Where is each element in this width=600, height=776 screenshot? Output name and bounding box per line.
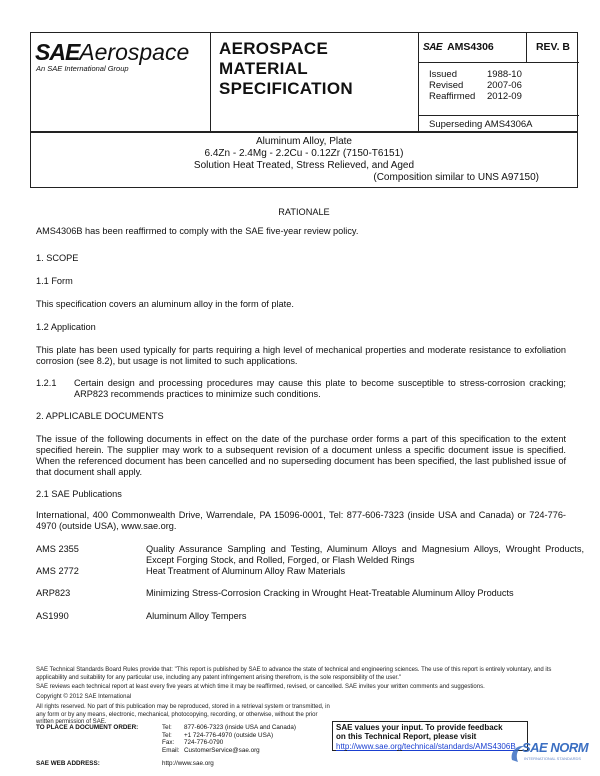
sae-mark-icon: SAE — [423, 42, 443, 53]
revision-label: REV. B — [535, 41, 571, 53]
review-notice: SAE reviews each technical report at least every five years at which time it may be reaffirmed, revised, or cancelled. SAE invites your written comments and suggestions. — [36, 684, 485, 690]
ams-number — [423, 33, 527, 62]
sae-aerospace-logo — [31, 33, 211, 133]
reference-title: Quality Assurance Sampling and Testing, Aluminum Alloys and Magnesium Alloys, Wrought Products, Except Forging Stock, and Rolled, Forged, or Flash Welded Rings — [146, 544, 584, 565]
ams-number-text: AMS4306 — [447, 41, 494, 53]
feedback-line-2: on this Technical Report, please visit — [336, 732, 477, 742]
rationale-text: AMS4306B has been reaffirmed to comply with the SAE five-year review policy. — [36, 226, 359, 236]
reference-title: Heat Treatment of Aluminum Alloy Raw Materials — [146, 566, 346, 576]
feedback-link[interactable]: http://www.sae.org/technical/standards/AMS4306B — [336, 741, 516, 751]
date-revised: Revised 2007-06 — [429, 80, 522, 91]
title-line-3: SPECIFICATION — [219, 79, 353, 98]
logo-brand: SAE — [35, 39, 80, 65]
section-2-1-heading: 2.1 SAE Publications — [36, 489, 122, 499]
web-address-row — [36, 760, 214, 768]
material-line-3: Solution Heat Treated, Stress Relieved, and Aged — [193, 160, 415, 171]
date-reaffirmed: Reaffirmed 2012-09 — [429, 91, 522, 102]
logo-wordmark — [35, 39, 189, 65]
document-page: SAEAerospace An SAE International Group AEROSPACE MATERIAL SPECIFICATION SAE AMS4306 REV. B Issued 1988-10 Revised 2007-06 Reaffirmed 2012-09 Superseding AMS4306A Aluminum Alloy, Plate 6.4Zn - 2.4Mg - 2.2Cu - 0.12Zr (7150-T6151) Solution Heat Treated, Stress Relieved, and Aged (Composition similar to UNS A97150) RATIONALE AMS4306B has been reaffirmed to comply with the SAE five-year review policy. 1. SCOPE 1.1 Form This specification covers an aluminum alloy in the form of plate. 1.2 Application This plate has been used typically for parts requiring a high level of mechanical properties and moderate resistance to exfoliation corrosion (see 8.2), but usage is not limited to such applications. 1.2.1 Certain design and processing procedures may cause this plate to become susceptible to stress-corrosion cracking; ARP823 recommends practices to minimize such conditions. 2. APPLICABLE DOCUMENTS The issue of the following documents in effect on the date of the purchase order forms a part of this specification to the extent specified herein. The supplier may work to a subsequent revision of a document unless a specific document issue is specified. When the referenced document has been cancelled and no superseding document has been specified, the last published issue of that document shall apply. 2.1 SAE Publications International, 400 Commonwealth Drive, Warrendale, PA 15096-0001, Tel: 877-606-7323 (inside USA and Canada) or 724-776-4970 (outside USA), www.sae.org. AMS 2355 Quality Assurance Sampling and Testing, Aluminum Alloys and Magnesium Alloys, Wrought Products, Except Forging Stock, and Rolled, Forged, or Flash Welded Rings AMS 2772 Heat Treatment of Aluminum Alloy Raw Materials ARP823 Minimizing Stress-Corrosion Cracking in Wrought Heat-Treatable Aluminum Alloy Products AS1990 Aluminum Alloy Tempers SAE Technical Standards Board Rules provide that: "This report is published by SAE to advance the state of technical and engineering sciences. The use of this report is entirely voluntary, and its applicability and suitability for any particular use, including any patent infringement arising therefrom, is the sole responsibility of the user." SAE reviews each technical report at least every five years at which time it may be reaffirmed, revised, or cancelled. SAE invites your written comments and suggestions. Copyright © 2012 SAE International All rights reserved. No part of this publication may be reproduced, stored in a retrieval system or transmitted, in any form or by any means, electronic, mechanical, photocopying, recording, or otherwise, without the prior written permission of SAE. TO PLACE A DOCUMENT ORDER: Tel: 877-606-7323 (inside USA and Canada) Tel: +1 724-776-4970 (outside USA) Fax: 724-776-0790 Email: CustomerService@sae.org SAE WEB ADDRESS: http://www.sae.org SAE values your input. To provide feedback on this Technical Report, please visit http://www.sae.org/technical/standards/AMS4306B SAE NORM INTERNATIONAL STANDARDS — [0, 0, 600, 776]
web-address-link[interactable]: http://www.sae.org — [162, 760, 214, 767]
watermark-subtext: INTERNATIONAL STANDARDS — [524, 756, 582, 761]
feedback-line-1: SAE values your input. To provide feedback — [336, 723, 503, 732]
order-fax: 724-776-0790 — [184, 739, 224, 746]
section-1-2-1-number: 1.2.1 — [36, 378, 57, 388]
feedback-box — [332, 721, 528, 751]
watermark-text: SAE NORM — [522, 740, 589, 755]
spec-id-block — [419, 33, 579, 133]
section-1-2-text: This plate has been used typically for parts requiring a high level of mechanical properties and moderate resistance to exfoliation corrosion (see 8.2), but usage is not limited to such applications. — [36, 345, 566, 366]
rights-notice: All rights reserved. No part of this publication may be reproduced, stored in a retrieval system or transmitted, in any form or by any means, electronic, mechanical, photocopying, recording, or otherwise, without the prior written permission of SAE. — [36, 704, 330, 725]
web-address-label: SAE WEB ADDRESS: — [36, 760, 100, 767]
reference-code: AMS 2772 — [36, 566, 79, 576]
superseding-note: Superseding AMS4306A — [419, 115, 579, 133]
logo-subtitle: An SAE International Group — [36, 64, 129, 73]
section-1-2-heading: 1.2 Application — [36, 322, 96, 332]
title-line-1: AEROSPACE — [219, 39, 329, 58]
section-2-heading: 2. APPLICABLE DOCUMENTS — [36, 411, 164, 421]
sae-norm-watermark — [508, 740, 598, 770]
reference-title: Aluminum Alloy Tempers — [146, 611, 247, 621]
reference-title: Minimizing Stress-Corrosion Cracking in Wrought Heat-Treatable Aluminum Alloy Products — [146, 588, 514, 598]
order-phone-domestic: 877-606-7323 (inside USA and Canada) — [184, 724, 297, 731]
reference-code: AS1990 — [36, 611, 69, 621]
section-1-heading: 1. SCOPE — [36, 253, 79, 263]
rationale-heading: RATIONALE — [278, 207, 330, 217]
order-email[interactable]: CustomerService@sae.org — [184, 746, 260, 754]
copyright-notice: Copyright © 2012 SAE International — [36, 694, 132, 700]
title-line-2: MATERIAL — [219, 59, 308, 78]
material-line-1: Aluminum Alloy, Plate — [256, 136, 352, 147]
section-1-1-text: This specification covers an aluminum alloy in the form of plate. — [36, 299, 294, 309]
date-issued: Issued 1988-10 — [429, 69, 522, 80]
reference-row — [36, 566, 584, 578]
reference-code: AMS 2355 — [36, 544, 79, 554]
section-2-1-text: International, 400 Commonwealth Drive, Warrendale, PA 15096-0001, Tel: 877-606-7323 (inside USA and Canada) or 724-776-4970 (outside USA), www.sae.org. — [36, 510, 566, 531]
material-title-block — [30, 132, 578, 188]
order-phone-intl: +1 724-776-4970 (outside USA) — [184, 731, 274, 739]
material-line-2: 6.4Zn - 2.4Mg - 2.2Cu - 0.12Zr (7150-T6151) — [204, 148, 404, 159]
date-list — [429, 69, 522, 102]
section-1-2-1-text: Certain design and processing procedures may cause this plate to become susceptible to stress-corrosion cracking; ARP823 recommends practices to minimize such conditions. — [74, 378, 566, 399]
spec-header — [30, 32, 578, 132]
logo-word: Aerospace — [79, 39, 190, 65]
section-1-1-heading: 1.1 Form — [36, 276, 73, 286]
spec-type-title — [211, 33, 419, 133]
board-rules-notice: SAE Technical Standards Board Rules provide that: "This report is published by SAE to advance the state of technical and engineering sciences. The use of this report is entirely voluntary, and its applicability and suitability for any particular use, including any patent infringement arising therefrom, is the sole responsibility of the user." — [36, 667, 552, 681]
material-line-4: (Composition similar to UNS A97150) — [373, 172, 539, 183]
reference-code: ARP823 — [36, 588, 71, 598]
reference-row — [36, 611, 584, 623]
reference-row — [36, 588, 584, 600]
reference-row — [36, 544, 584, 568]
section-2-text: The issue of the following documents in effect on the date of the purchase order forms a part of this specification to the extent specified herein. The supplier may work to a subsequent revision of a document unless a specific document issue is specified. When the referenced document has been cancelled and no superseding document has been specified, the last published issue of that document shall apply. — [36, 434, 566, 477]
order-label: TO PLACE A DOCUMENT ORDER: — [36, 724, 139, 731]
